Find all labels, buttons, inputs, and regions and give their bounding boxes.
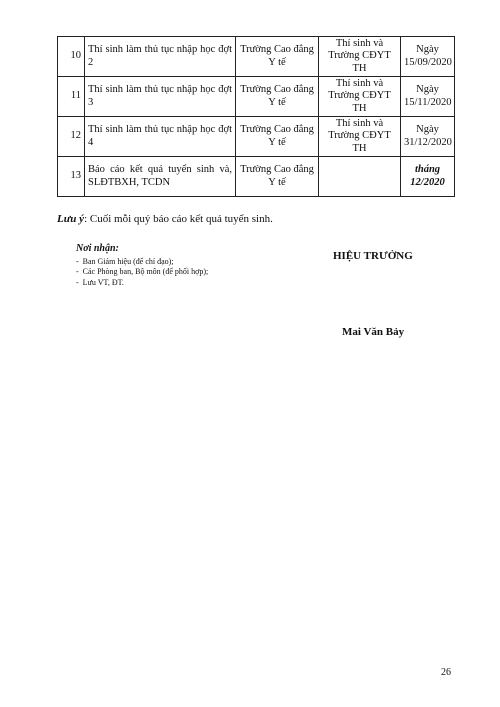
- participants-cell: Thí sinh và Trường CĐYT TH: [319, 37, 401, 77]
- deadline-cell: Ngày 31/12/2020: [401, 117, 455, 157]
- participants-cell: [319, 157, 401, 197]
- table-row: [58, 117, 455, 157]
- deadline-cell: Ngày 15/09/2020: [401, 37, 455, 77]
- task-cell: Thí sinh làm thủ tục nhập học đợt 4: [85, 117, 236, 157]
- task-cell: Báo cáo kết quả tuyển sinh và, SLĐTBXH, TCDN: [85, 157, 236, 197]
- list-item: - Lưu VT, ĐT.: [76, 278, 208, 289]
- row-number: 12: [58, 117, 85, 157]
- unit-cell: Trường Cao đẳng Y tế: [236, 117, 319, 157]
- unit-cell: Trường Cao đẳng Y tế: [236, 157, 319, 197]
- note-text: : Cuối mỗi quý báo cáo kết quả tuyển sinh.: [84, 213, 273, 225]
- unit-cell: Trường Cao đẳng Y tế: [236, 37, 319, 77]
- note-paragraph: [57, 213, 273, 225]
- row-number: 10: [58, 37, 85, 77]
- recipients-list: [76, 257, 208, 289]
- recipients-block: [76, 244, 208, 288]
- page-number: 26: [441, 667, 451, 678]
- signature-title: HIỆU TRƯỞNG: [333, 250, 413, 262]
- note-label: Lưu ý: [57, 213, 85, 225]
- table-row: [58, 37, 455, 77]
- list-item: - Ban Giám hiệu (để chỉ đạo);: [76, 257, 208, 268]
- row-number: 13: [58, 157, 85, 197]
- recipients-title: Nơi nhận:: [76, 243, 119, 254]
- unit-cell: Trường Cao đẳng Y tế: [236, 77, 319, 117]
- list-item: - Các Phòng ban, Bộ môn (để phối hợp);: [76, 267, 208, 278]
- plan-table: [57, 36, 455, 197]
- participants-cell: Thí sinh và Trường CĐYT TH: [319, 117, 401, 157]
- task-cell: Thí sinh làm thủ tục nhập học đợt 2: [85, 37, 236, 77]
- table-row: [58, 77, 455, 117]
- deadline-cell: tháng 12/2020: [401, 157, 455, 197]
- task-cell: Thí sinh làm thủ tục nhập học đợt 3: [85, 77, 236, 117]
- table-row: [58, 157, 455, 197]
- signature-name: Mai Văn Bảy: [342, 326, 405, 338]
- row-number: 11: [58, 77, 85, 117]
- participants-cell: Thí sinh và Trường CĐYT TH: [319, 77, 401, 117]
- deadline-cell: Ngày 15/11/2020: [401, 77, 455, 117]
